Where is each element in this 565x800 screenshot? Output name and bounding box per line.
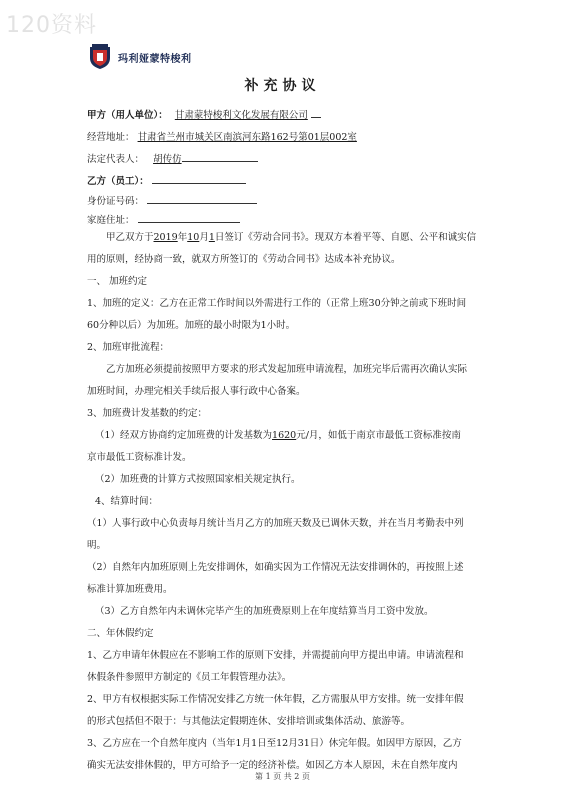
section-1-4-heading: 4、结算时间： (95, 496, 159, 507)
party-b-label: 乙方（员工） (87, 176, 140, 187)
party-a-label: 甲方（用人单位） (87, 110, 159, 121)
party-b-name-blank (152, 174, 246, 184)
legal-rep-name: 胡传仿 (153, 154, 182, 165)
home-label: 家庭住址 (87, 215, 126, 226)
party-a-line: 甲方（用人单位）： 甘肃蒙特梭利文化发展有限公司 (87, 107, 321, 121)
party-a-address: 甘肃省兰州市城关区南滨河东路162号第01层002室 (137, 132, 357, 143)
home-blank (138, 213, 240, 223)
home-line: 家庭住址： (87, 212, 240, 226)
logo-shield-icon (88, 44, 112, 70)
section-1-heading: 一、 加班约定 (87, 276, 148, 287)
intro-paragraph: 甲乙双方于2019年10月1日签订《劳动合同书》。现双方本着平等、自愿、公平和诚实信 用的原则，经协商一致，就双方所签订的《劳动合同书》达成本补充协议。 (87, 232, 477, 265)
company-logo (88, 44, 192, 70)
section-1-3-heading: 3、加班费计发基数的约定： (87, 408, 208, 419)
sign-month: 10 (187, 232, 200, 243)
sign-year: 2019 (153, 232, 178, 243)
sign-day: 1 (208, 232, 215, 243)
legal-rep-line: 法定代表人： 胡传仿 (87, 151, 258, 165)
party-a-address-line: 经营地址： 甘肃省兰州市城关区南滨河东路162号第01层002室 (87, 132, 357, 143)
id-label: 身份证号码 (87, 196, 135, 207)
address-label: 经营地址 (87, 132, 126, 143)
page-footer: 第 1 页 共 2 页 (255, 772, 310, 781)
watermark-text: 120资料 (6, 13, 97, 38)
section-1-2-heading: 2、加班审批流程： (87, 342, 170, 353)
id-blank (147, 194, 257, 204)
section-2-heading: 二、年休假约定 (87, 628, 154, 639)
party-a-name: 甘肃蒙特梭利文化发展有限公司 (174, 110, 308, 121)
page-title: 补充协议 (244, 78, 321, 94)
section-overtime: 一、 加班约定 1、加班的定义：乙方在正常工作时间以外需进行工作的（正常上班30分钟之前或下班时间 60分种以后）为加班。加班的最小时限为1小时。 2、加班审批流程： 乙方加班必须提前按照甲方要求的形式发起加班申请流程，加班完毕后需再次确认实际 加班时间，办理完相关手续后报人事行政中心备案。 3、加班费计发基数的约定： （1）经双方协商约定加班费的计发基数为1620元/月，如低于南京市最低工资标准按南 京市最低工资标准计发。 （2）加班费的计算方式按照国家相关规定执行。 4、结算时间： （1）人事行政中心负责每月统计当月乙方的加班天数及已调休天数，并在当月考勤表中列 明。 （2）自然年内加班原则上先安排调休，如确实因为工作情况无法安排调休的，再按照上述 标准计算加班费用。 （3）乙方自然年内未调休完毕产生的加班费原则上在年度结算当月工资中发放。 二、年休假约定 1、乙方申请年休假应在不影响工作的原则下安排，并需提前向甲方提出申请。申请流程和 休假条件参照甲方制定的《员工年假管理办法》。 2、甲方有权根据实际工作情况安排乙方统一休年假，乙方需服从甲方安排。统一安排年假 的形式包括但不限于：与其他法定假期连休、安排培训或集体活动、旅游等。 3、乙方应在一个自然年度内（当年1月1日至12月31日）休完年假。如因甲方原因，乙方 确实无法安排休假的，甲方可给予一定的经济补偿。如因乙方本人原因，未在自然年度内 (87, 271, 479, 777)
party-b-line: 乙方（员工）： (87, 173, 246, 187)
logo-text: 玛利娅蒙特梭利 (118, 53, 192, 65)
rep-label: 法定代表人 (87, 154, 135, 165)
id-line: 身份证号码： (87, 193, 257, 207)
overtime-base-amount: 1620 (272, 430, 297, 441)
